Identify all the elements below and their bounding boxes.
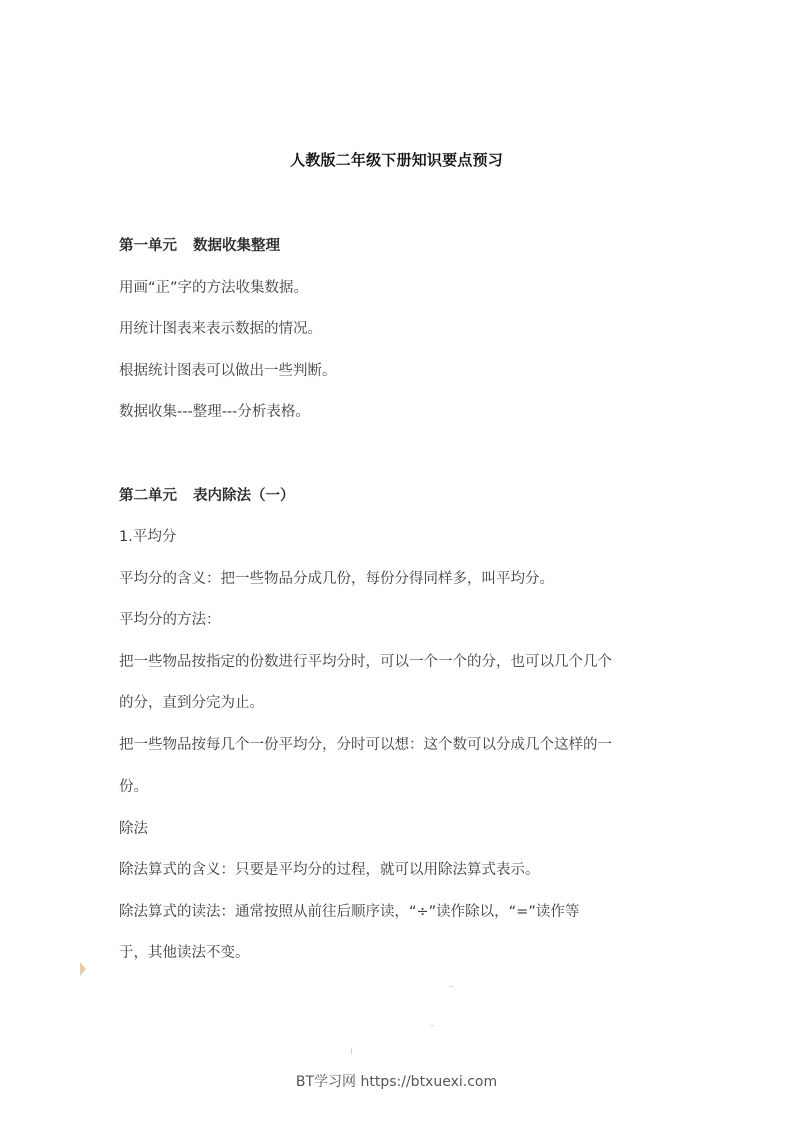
unit-2-label: 第二单元 [119, 488, 177, 504]
unit-2-line-1: 1.平均分 [119, 529, 177, 545]
unit-2-topic: 表内除法（一） [193, 488, 295, 504]
scan-speck [431, 1025, 434, 1026]
scan-speck [351, 1048, 352, 1054]
unit-2-line-7: 份。 [119, 779, 148, 795]
unit-1-line-3: 根据统计图表可以做出一些判断。 [119, 363, 337, 379]
unit-2-heading [119, 484, 295, 505]
unit-2-line-5: 的分，直到分完为止。 [119, 695, 264, 711]
unit-2-line-9: 除法算式的含义：只要是平均分的过程，就可以用除法算式表示。 [119, 862, 540, 878]
unit-2-line-11: 于，其他读法不变。 [119, 945, 250, 961]
unit-1-label: 第一单元 [119, 238, 177, 254]
unit-1-heading [119, 234, 280, 255]
unit-2-line-3: 平均分的方法： [119, 612, 221, 628]
unit-2-line-10: 除法算式的读法：通常按照从前往后顺序读，“÷”读作除以，“=”读作等 [119, 904, 580, 920]
unit-1-line-2: 用统计图表来表示数据的情况。 [119, 321, 322, 337]
unit-1-topic: 数据收集整理 [193, 238, 280, 254]
scan-speck [449, 986, 453, 987]
unit-2-line-6: 把一些物品按每几个一份平均分，分时可以想：这个数可以分成几个这样的一 [119, 737, 612, 753]
footer-watermark: BT学习网 https://btxuexi.com [295, 1074, 498, 1090]
document-title: 人教版二年级下册知识要点预习 [290, 151, 503, 169]
scan-artifact [80, 962, 86, 976]
unit-2-line-2: 平均分的含义：把一些物品分成几份，每份分得同样多，叫平均分。 [119, 571, 554, 587]
unit-1-line-1: 用画“正”字的方法收集数据。 [119, 280, 309, 296]
unit-2-line-8: 除法 [119, 821, 148, 837]
unit-2-line-4: 把一些物品按指定的份数进行平均分时，可以一个一个的分，也可以几个几个 [119, 654, 612, 670]
unit-1-line-4: 数据收集---整理---分析表格。 [119, 404, 310, 420]
